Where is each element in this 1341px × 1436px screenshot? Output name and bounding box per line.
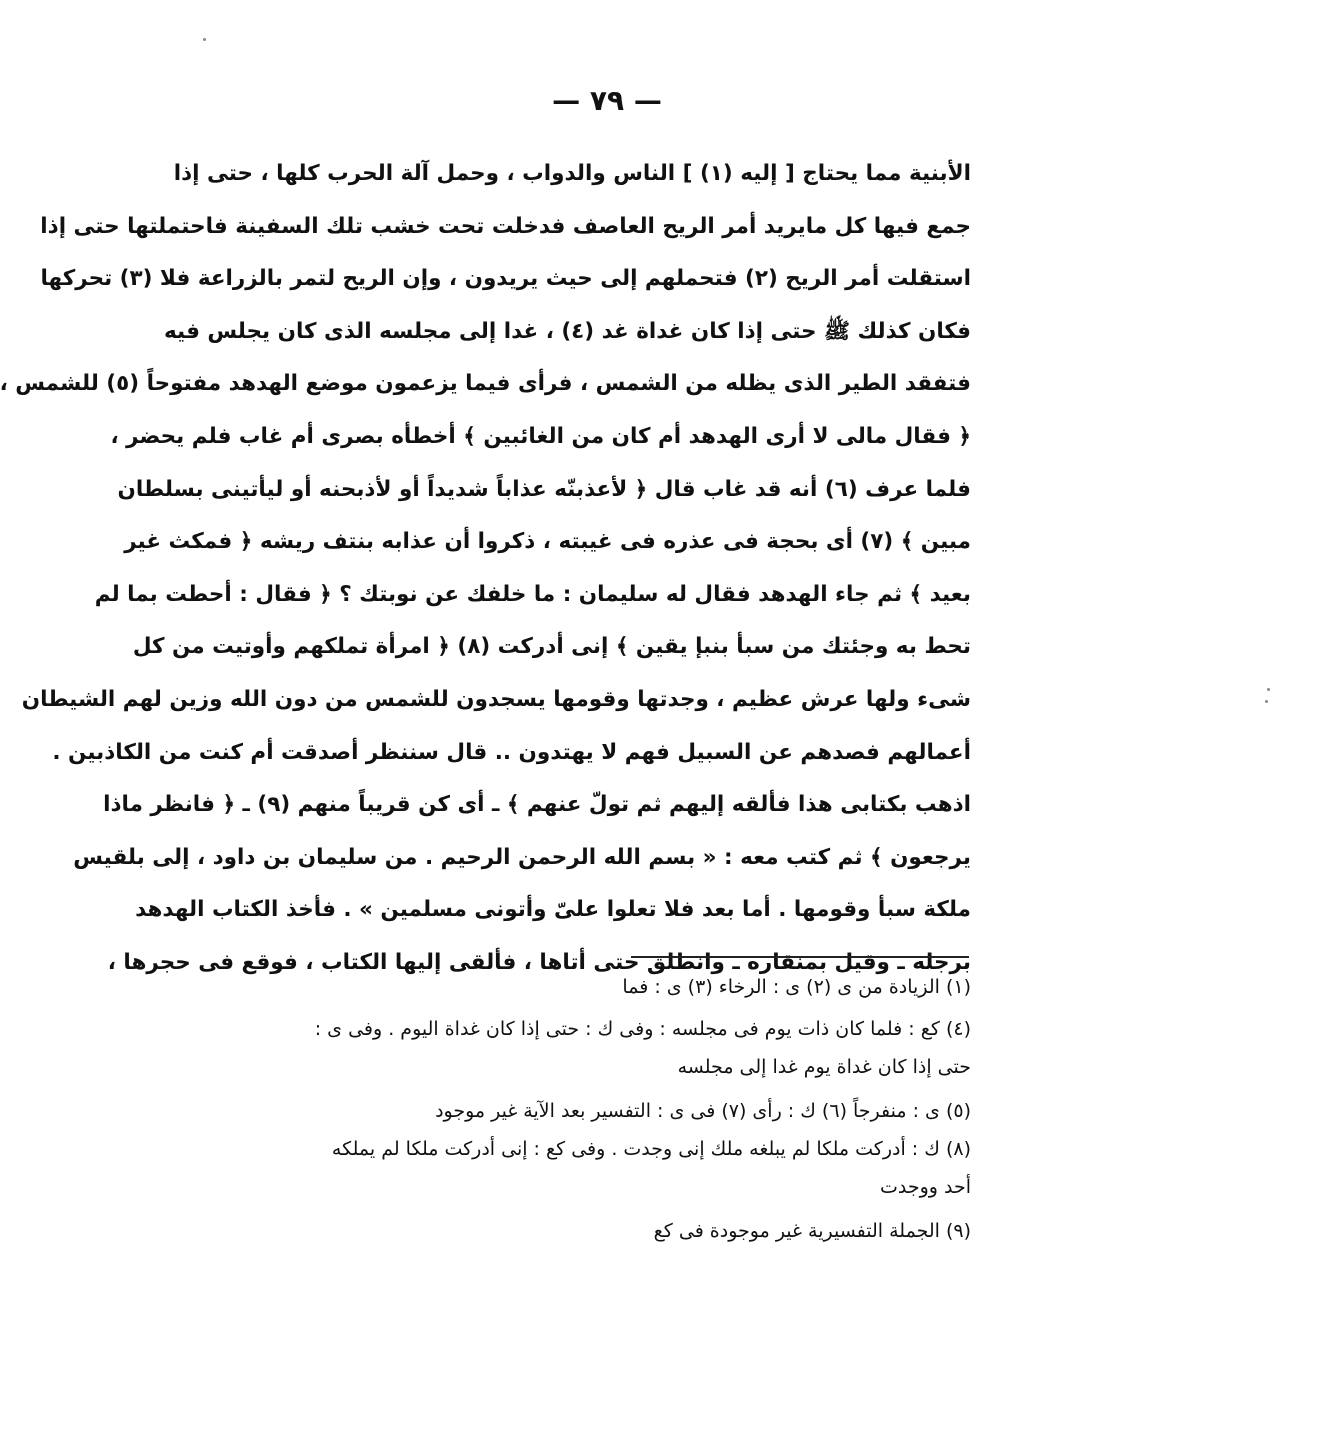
scan-speck (1265, 700, 1268, 703)
footnote-line: (٩) الجملة التفسيرية غير موجودة فى كع (653, 1220, 971, 1242)
footnote-line: (١) الزيادة من ى (٢) ى : الرخاء (٣) ى : فما (622, 976, 971, 998)
footnote-divider (631, 956, 969, 958)
footnote-line: حتى إذا كان غداة يوم غدا إلى مجلسه (677, 1056, 971, 1078)
text-line: مبين ﴾ (٧) أى بحجة فى عذره فى غيبته ، ذكروا أن عذابه بنتف ريشه ﴿ فمكث غير (124, 529, 971, 555)
footnote-line: (٤) كع : فلما كان ذات يوم فى مجلسه : وفى ك : حتى إذا كان غداة اليوم . وفى ى : (314, 1018, 971, 1040)
text-line: تحط به وجئتك من سبأ بنبإ يقين ﴾ إنى أدركت (٨) ﴿ امرأة تملكهم وأوتيت من كل (132, 634, 971, 660)
text-line: شىء ولها عرش عظيم ، وجدتها وقومها يسجدون للشمس من دون الله وزين لهم الشيطان (21, 686, 971, 712)
text-line: ملكة سبأ وقومها . أما بعد فلا تعلوا علىّ وأتونى مسلمين » . فأخذ الكتاب الهدهد (135, 897, 971, 923)
scan-speck (1267, 688, 1270, 691)
text-line: فلما عرف (٦) أنه قد غاب قال ﴿ لأعذبنّه عذاباً شديداً أو لأذبحنه أو ليأتينى بسلطان (117, 476, 971, 502)
text-line: الأبنية مما يحتاج [ إليه (١) ] الناس والدواب ، وحمل آلة الحرب كلها ، حتى إذا (173, 161, 971, 186)
text-line: بعيد ﴾ ثم جاء الهدهد فقال له سليمان : ما خلفك عن نوبتك ؟ ﴿ فقال : أحطت بما لم (94, 581, 971, 607)
text-line: فتفقد الطير الذى يظله من الشمس ، فرأى فيما يزعمون موضع الهدهد مفتوحاً (٥) للشمس ، (0, 371, 971, 397)
text-line: فكان كذلك ﷺ حتى إذا كان غداة غد (٤) ، غدا إلى مجلسه الذى كان يجلس فيه (164, 318, 971, 344)
text-line: جمع فيها كل مايريد أمر الريح العاصف فدخلت تحت خشب تلك السفينة فاحتملتها حتى إذا (40, 213, 971, 239)
page-number: — ٧٩ — (552, 84, 662, 117)
text-line: ﴿ فقال مالى لا أرى الهدهد أم كان من الغائبين ﴾ أخطأه بصرى أم غاب فلم يحضر ، (110, 423, 971, 449)
scan-speck (203, 38, 206, 41)
text-line: اذهب بكتابى هذا فألقه إليهم ثم تولّ عنهم ﴾ ـ أى كن قريباً منهم (٩) ـ ﴿ فانظر ماذا (103, 792, 971, 818)
text-line: يرجعون ﴾ ثم كتب معه : « بسم الله الرحمن الرحيم . من سليمان بن داود ، إلى بلقيس (73, 844, 971, 870)
footnote-line: (٨) ك : أدركت ملكا لم يبلغه ملك إنى وجدت . وفى كع : إنى أدركت ملكا لم يملكه (331, 1138, 971, 1160)
footnotes (241, 968, 971, 1250)
text-line: برجله ـ وقيل بمنقاره ـ وانطلق حتى أتاها ، فألقى إليها الكتاب ، فوقع فى حجرها ، (107, 949, 971, 975)
body-text (0, 148, 971, 990)
footnote-line: (٥) ى : منفرجاً (٦) ك : رأى (٧) فى ى : التفسير بعد الآية غير موجود (435, 1100, 971, 1122)
footnote-line: أحد ووجدت (880, 1176, 971, 1198)
text-line: أعمالهم فصدهم عن السبيل فهم لا يهتدون .. قال سننظر أصدقت أم كنت من الكاذبين . (52, 739, 971, 765)
text-line: استقلت أمر الريح (٢) فتحملهم إلى حيث يريدون ، وإن الريح لتمر بالزراعة فلا (٣) تحركها (40, 266, 971, 292)
